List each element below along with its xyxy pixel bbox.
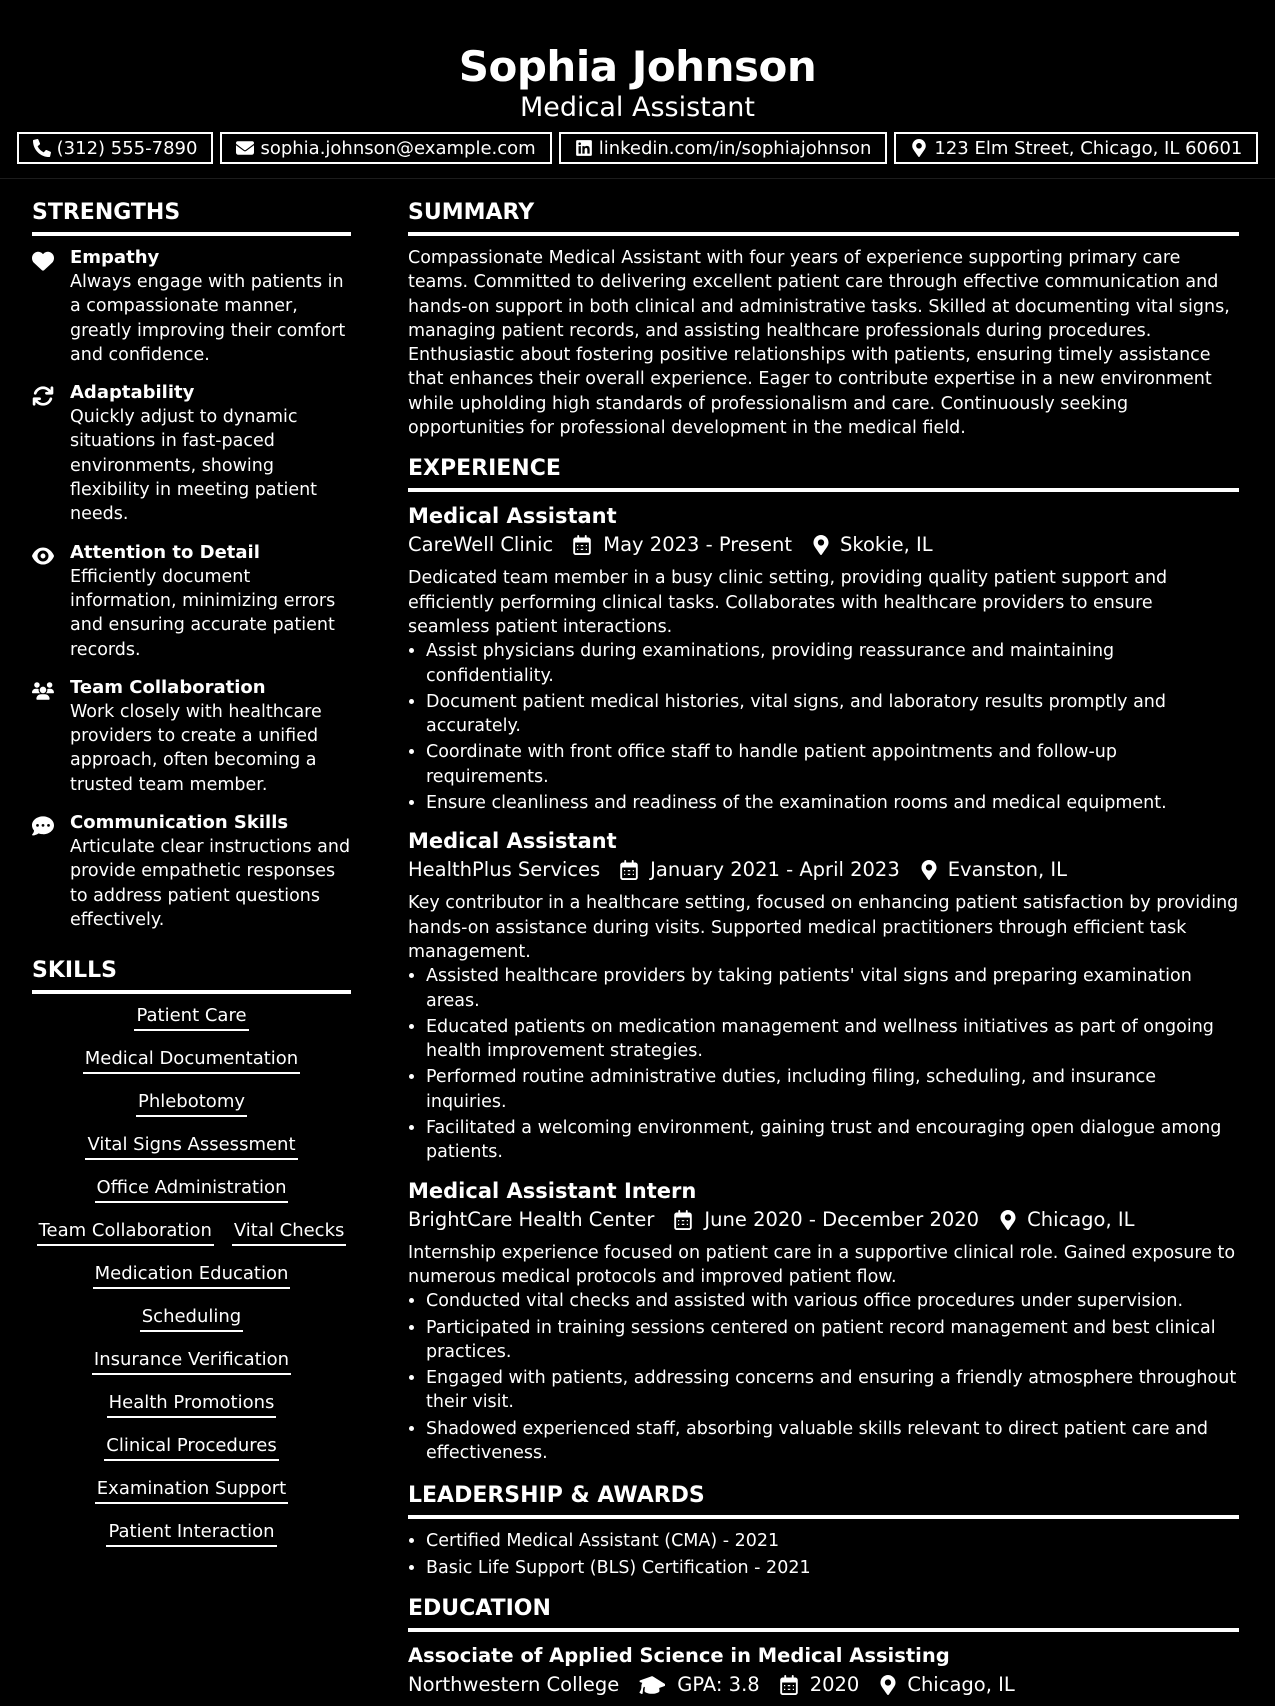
job-location: Skokie, IL bbox=[840, 533, 933, 557]
degree-title: Associate of Applied Science in Medical Assisting bbox=[408, 1643, 950, 1667]
job-bullets bbox=[408, 1289, 1239, 1465]
strength-item bbox=[32, 381, 351, 526]
skills-heading: SKILLS bbox=[32, 952, 351, 994]
skill-tag: Insurance Verification bbox=[92, 1348, 291, 1375]
strengths-heading: STRENGTHS bbox=[32, 194, 351, 236]
education-heading: EDUCATION bbox=[408, 1590, 1239, 1632]
job-entry bbox=[408, 1177, 1239, 1466]
skill-tag: Team Collaboration bbox=[37, 1219, 214, 1246]
list-item: • Certified Medical Assistant (CMA) - 2021 bbox=[426, 1529, 1239, 1553]
skill-tag: Scheduling bbox=[140, 1305, 243, 1332]
job-company: CareWell Clinic bbox=[408, 533, 554, 557]
skills-list bbox=[32, 1004, 351, 1547]
calendar-icon bbox=[674, 1210, 692, 1230]
email-text: sophia.johnson@example.com bbox=[260, 137, 536, 159]
list-item: • Facilitated a welcoming environment, gaining trust and encouraging open dialogue among patients. bbox=[426, 1116, 1239, 1165]
left-column bbox=[32, 194, 351, 1547]
envelope-icon bbox=[236, 139, 254, 157]
list-item: • Participated in training sessions centered on patient record management and best clinical practices. bbox=[426, 1316, 1239, 1365]
job-title: Medical Assistant Intern bbox=[408, 1178, 697, 1203]
skill-tag: Phlebotomy bbox=[136, 1090, 247, 1117]
summary-text: Compassionate Medical Assistant with four years of experience supporting primary care teams. Committed to delivering excellent patient care through effective communication and hands-on support in both clinical and administrative tasks. Skilled at documenting vital signs, managing patient records, and assisting healthcare professionals during procedures. Enthusiastic about fostering positive relationships with patients, ensuring timely assistance that enhances their overall experience. Eager to contribute expertise in a new environment while upholding high standards of professionalism and care. Continuously seeking opportunities for professional development in the medical field. bbox=[408, 248, 1230, 439]
list-item: • Basic Life Support (BLS) Certification - 2021 bbox=[426, 1556, 1239, 1580]
school-name: Northwestern College bbox=[408, 1672, 620, 1696]
list-item: • Conducted vital checks and assisted with various office procedures under supervision. bbox=[426, 1289, 1239, 1313]
list-item: • Shadowed experienced staff, absorbing valuable skills relevant to direct patient care and effectiveness. bbox=[426, 1417, 1239, 1466]
education-meta bbox=[408, 1670, 1239, 1700]
strength-desc: Efficiently document information, minimizing errors and ensuring accurate patient records. bbox=[70, 566, 336, 660]
candidate-name: Sophia Johnson bbox=[458, 42, 817, 91]
calendar-icon bbox=[620, 860, 638, 880]
job-description: Internship experience focused on patient care in a supportive clinical role. Gained exposure to numerous medical protocols and improved patient flow. bbox=[408, 1242, 1236, 1287]
list-item: • Document patient medical histories, vital signs, and laboratory results promptly and accurately. bbox=[426, 690, 1239, 739]
job-dates: May 2023 - Present bbox=[603, 533, 793, 557]
map-marker-icon bbox=[879, 1675, 897, 1695]
email-contact[interactable] bbox=[220, 132, 551, 164]
job-entry bbox=[408, 827, 1239, 1164]
calendar-icon bbox=[780, 1675, 798, 1695]
phone-icon bbox=[33, 139, 51, 157]
skill-tag: Medical Documentation bbox=[83, 1047, 300, 1074]
job-meta bbox=[408, 530, 1239, 560]
strength-title: Empathy bbox=[70, 247, 160, 268]
strength-title: Attention to Detail bbox=[70, 541, 260, 563]
job-description: Key contributor in a healthcare setting, focused on enhancing patient satisfaction by providing hands-on assistance during visits. Supported medical practitioners through efficient task management. bbox=[408, 893, 1239, 962]
job-location: Chicago, IL bbox=[1027, 1207, 1135, 1231]
job-dates: January 2021 - April 2023 bbox=[650, 858, 900, 882]
candidate-title: Medical Assistant bbox=[519, 92, 756, 123]
summary-heading: SUMMARY bbox=[408, 194, 1239, 236]
job-company: HealthPlus Services bbox=[408, 858, 601, 882]
strength-item bbox=[32, 676, 351, 797]
map-marker-icon bbox=[910, 139, 928, 157]
job-meta bbox=[408, 1205, 1239, 1235]
job-entry bbox=[408, 502, 1239, 815]
skill-tag: Vital Checks bbox=[232, 1219, 346, 1246]
list-item: • Educated patients on medication management and wellness initiatives as part of ongoing health improvement strategies. bbox=[426, 1015, 1239, 1064]
list-item: • Coordinate with front office staff to handle patient appointments and follow-up requirements. bbox=[426, 740, 1239, 789]
users-icon bbox=[32, 680, 54, 702]
strength-item bbox=[32, 541, 351, 662]
heart-icon bbox=[32, 250, 54, 272]
graduation-year: 2020 bbox=[809, 1672, 860, 1696]
awards-list bbox=[408, 1529, 1239, 1580]
job-bullets bbox=[408, 639, 1239, 815]
strength-title: Communication Skills bbox=[70, 812, 289, 834]
education-location: Chicago, IL bbox=[907, 1672, 1015, 1696]
strength-desc: Quickly adjust to dynamic situations in fast-paced environments, showing flexibility in meeting patient needs. bbox=[70, 407, 318, 525]
address-contact[interactable] bbox=[894, 132, 1258, 164]
job-title: Medical Assistant bbox=[408, 504, 617, 529]
skill-tag: Vital Signs Assessment bbox=[85, 1133, 297, 1160]
linkedin-text: linkedin.com/in/sophiajohnson bbox=[598, 137, 872, 159]
skill-tag: Patient Care bbox=[134, 1004, 248, 1031]
list-item: • Engaged with patients, addressing concerns and ensuring a friendly atmosphere throughout their visit. bbox=[426, 1366, 1239, 1415]
strength-title: Adaptability bbox=[70, 382, 195, 404]
graduation-cap-icon bbox=[639, 1675, 665, 1695]
gpa-value: GPA: 3.8 bbox=[677, 1672, 760, 1696]
job-title: Medical Assistant bbox=[408, 829, 617, 854]
skill-tag: Medication Education bbox=[93, 1262, 291, 1289]
skill-tag: Health Promotions bbox=[107, 1391, 277, 1418]
map-marker-icon bbox=[999, 1210, 1017, 1230]
map-marker-icon bbox=[812, 535, 830, 555]
linkedin-icon bbox=[575, 139, 593, 157]
strength-desc: Articulate clear instructions and provide empathetic responses to address patient questions effectively. bbox=[70, 837, 351, 930]
comment-icon bbox=[32, 815, 54, 837]
contact-bar bbox=[0, 132, 1275, 164]
map-marker-icon bbox=[920, 860, 938, 880]
strength-title: Team Collaboration bbox=[70, 676, 266, 698]
right-column bbox=[408, 194, 1239, 1706]
list-item: • Assisted healthcare providers by taking patients' vital signs and preparing examination areas. bbox=[426, 964, 1239, 1013]
phone-contact[interactable] bbox=[17, 132, 214, 164]
skill-tag: Office Administration bbox=[95, 1176, 289, 1203]
list-item: • Assist physicians during examinations, providing reassurance and maintaining confidentiality. bbox=[426, 639, 1239, 688]
awards-heading: LEADERSHIP & AWARDS bbox=[408, 1477, 1239, 1519]
job-dates: June 2020 - December 2020 bbox=[704, 1207, 980, 1231]
strength-item bbox=[32, 811, 351, 932]
strength-desc: Always engage with patients in a compassionate manner, greatly improving their comfort and confidence. bbox=[70, 272, 346, 365]
strength-desc: Work closely with healthcare providers to create a unified approach, often becoming a trusted team member. bbox=[70, 701, 322, 795]
skill-tag: Clinical Procedures bbox=[104, 1434, 278, 1461]
calendar-icon bbox=[573, 535, 591, 555]
skill-tag: Examination Support bbox=[95, 1477, 288, 1504]
job-bullets bbox=[408, 964, 1239, 1164]
job-location: Evanston, IL bbox=[947, 858, 1068, 882]
phone-text: (312) 555-7890 bbox=[56, 137, 198, 159]
strength-item bbox=[32, 246, 351, 367]
experience-heading: EXPERIENCE bbox=[408, 450, 1239, 492]
job-meta bbox=[408, 855, 1239, 885]
list-item: • Ensure cleanliness and readiness of the examination rooms and medical equipment. bbox=[426, 791, 1239, 815]
job-description: Dedicated team member in a busy clinic setting, providing quality patient support and efficiently performing clinical tasks. Collaborates with healthcare providers to ensure seamless patient interactions. bbox=[408, 568, 1168, 637]
linkedin-contact[interactable] bbox=[559, 132, 888, 164]
address-text: 123 Elm Street, Chicago, IL 60601 bbox=[934, 137, 1243, 159]
job-company: BrightCare Health Center bbox=[408, 1207, 655, 1231]
list-item: • Performed routine administrative duties, including filing, scheduling, and insurance inquiries. bbox=[426, 1065, 1239, 1114]
skill-tag: Patient Interaction bbox=[106, 1520, 276, 1547]
eye-icon bbox=[32, 545, 54, 567]
resume-header bbox=[0, 0, 1275, 179]
sync-icon bbox=[32, 385, 54, 407]
